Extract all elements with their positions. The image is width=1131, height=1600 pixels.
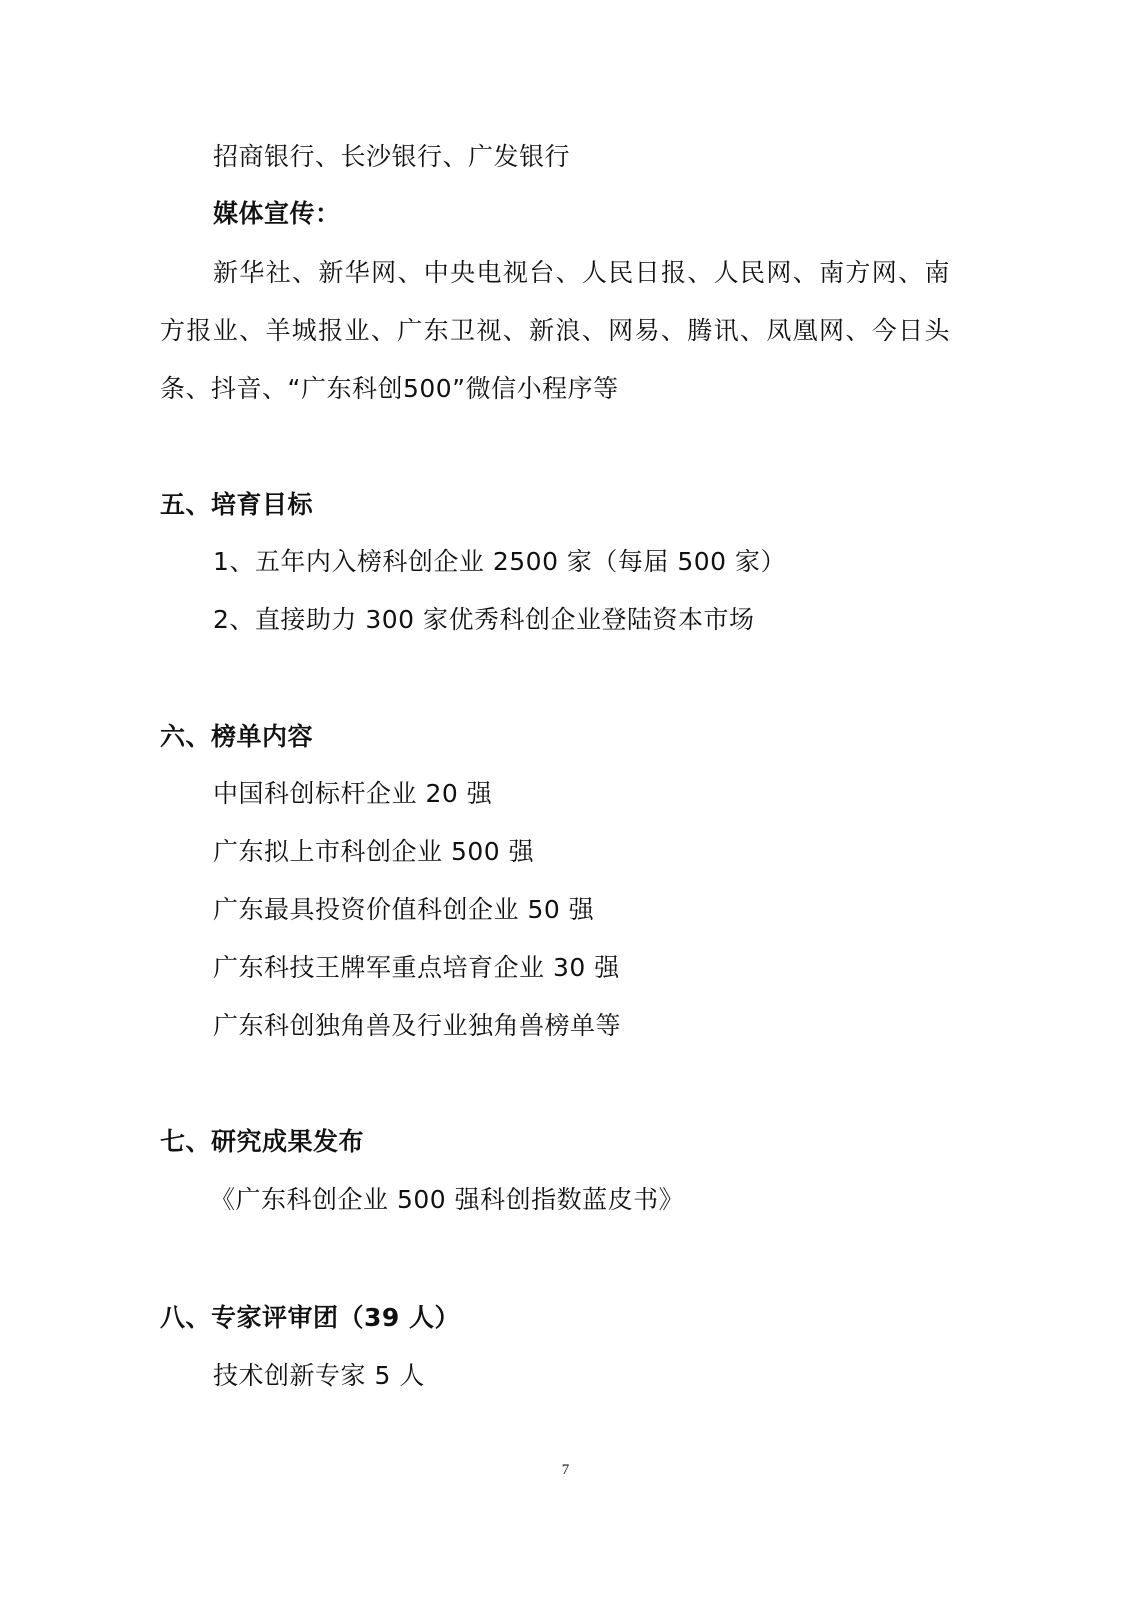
page-number: 7 — [561, 1462, 570, 1478]
banks-line: 招商银行、长沙银行、广发银行 — [213, 142, 571, 171]
section5-item-2: 2、直接助力 300 家优秀科创企业登陆资本市场 — [213, 605, 755, 634]
section6-item-3: 广东最具投资价值科创企业 50 强 — [213, 895, 595, 924]
section6-item-5: 广东科创独角兽及行业独角兽榜单等 — [213, 1011, 622, 1040]
section6-item-1: 中国科创标杆企业 20 强 — [213, 779, 493, 808]
section8-heading: 八、专家评审团（39 人） — [160, 1303, 460, 1332]
media-paragraph: 新华社、新华网、中央电视台、人民日报、人民网、南方网、南方报业、羊城报业、广东卫视、新浪、网易、腾讯、凤凰网、今日头条、抖音、“广东科创500”微信小程序等 — [160, 258, 950, 403]
media-label: 媒体宣传： — [213, 199, 341, 228]
section7-heading: 七、研究成果发布 — [160, 1127, 365, 1156]
section5-heading: 五、培育目标 — [160, 490, 314, 519]
section6-item-2: 广东拟上市科创企业 500 强 — [213, 837, 535, 866]
section5-item-1: 1、五年内入榜科创企业 2500 家（每届 500 家） — [213, 547, 787, 576]
section7-item-1: 《广东科创企业 500 强科创指数蓝皮书》 — [210, 1185, 685, 1214]
section6-item-4: 广东科技王牌军重点培育企业 30 强 — [213, 953, 620, 982]
section8-item-1: 技术创新专家 5 人 — [213, 1361, 425, 1390]
section6-heading: 六、榜单内容 — [160, 722, 314, 751]
